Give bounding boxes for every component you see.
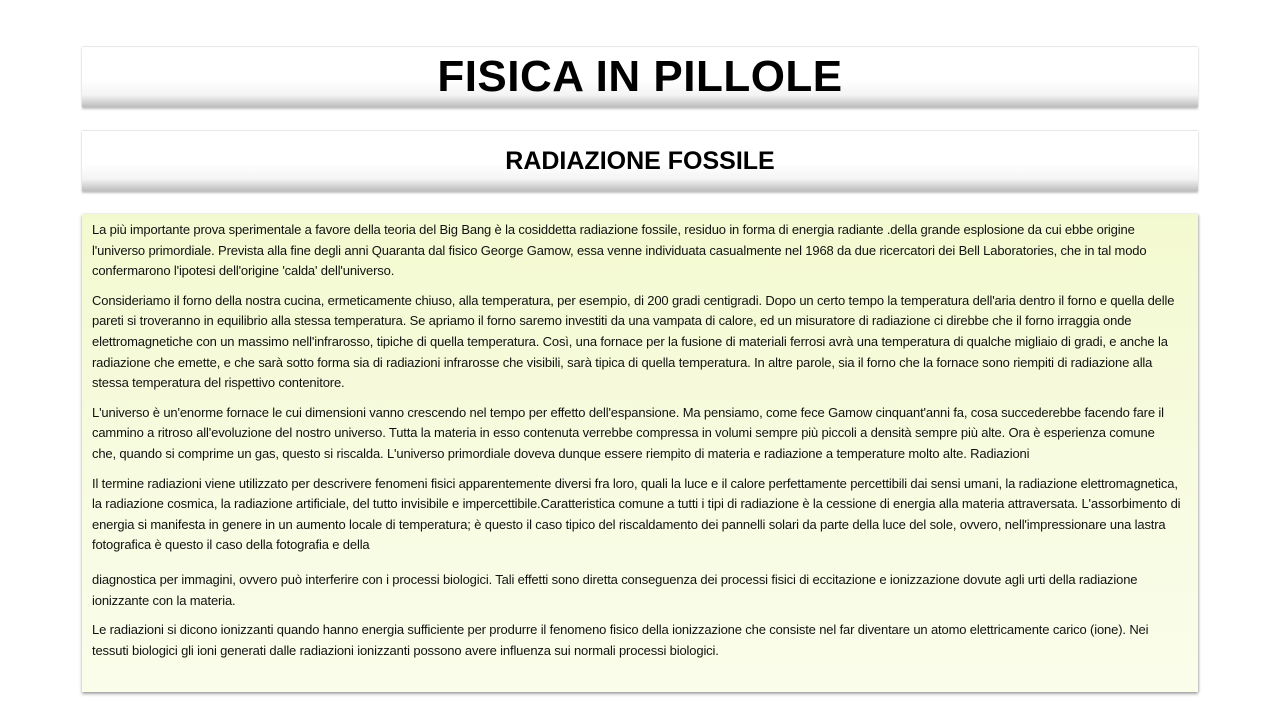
paragraph-ionizzanti: Le radiazioni si dicono ionizzanti quando hanno energia sufficiente per produrre il fenomeno fisico della ionizzazione che consiste nel far diventare un atomo elettricamente carico (ione). Nei tessuti biologici gli ioni generati dalle radiazioni ionizzanti possono avere influenza sui normali processi biologici. — [92, 622, 1149, 658]
title-banner — [82, 46, 1198, 107]
slide-title: FISICA IN PILLOLE — [437, 52, 843, 101]
paragraph-universo-fornace: L'universo è un'enorme fornace le cui dimensioni vanno crescendo nel tempo per effetto dell'espansione. Ma pensiamo, come fece Gamow cinquant'anni fa, cosa succederebbe facendo fare il cammino a ritroso all'evoluzione del nostro universo. Tutta la materia in esso contenuta verrebbe compressa in volumi sempre più piccoli a densità sempre più alte. Ora è esperienza comune che, quando si comprime un gas, questo si riscalda. L'universo primordiale doveva dunque essere riempito di materia e radiazione a temperature molto alte. Radiazioni — [92, 404, 1164, 461]
paragraph-forno: Consideriamo il forno della nostra cucina, ermeticamente chiuso, alla temperatura, per esempio, di 200 gradi centigradi. Dopo un certo tempo la temperatura dell'aria dentro il forno e quella delle pareti si troveranno in equilibrio alla stessa temperatura. Se apriamo il forno saremo investiti da una vampata di calore, ed un misuratore di radiazione ci direbbe che il forno irraggia onde elettromagnetiche con un massimo nell'infrarosso, tipiche di quella temperatura. Così, una fornace per la fusione di materiali ferrosi avrà una temperatura di qualche migliaio di gradi, e anche la radiazione che emette, e che sarà sotto forma sia di radiazioni infrarosse che visibili, sarà tipica di quella temperatura. In altre parole, sia il forno che la fornace sono riempiti di radiazione alla stessa temperatura del rispettivo contenitore. — [92, 292, 1175, 391]
paragraph-diagnostica: diagnostica per immagini, ovvero può interferire con i processi biologici. Tali effetti sono diretta conseguenza dei processi fisici di eccitazione e ionizzazione dovute agli urti della radiazione ionizzante con la materia. — [92, 571, 1138, 608]
subtitle-banner — [82, 130, 1198, 191]
paragraph-big-bang: La più importante prova sperimentale a favore della teoria del Big Bang è la cosiddetta radiazione fossile, residuo in forma di energia radiante .della grande esplosione da cui ebbe origine l'universo primordiale. Prevista alla fine degli anni Quaranta dal fisico George Gamow, essa venne individuata casualmente nel 1968 da due ricercatori dei Bell Laboratories, che in tal modo confermarono l'ipotesi dell'origine 'calda' dell'universo. — [92, 222, 1147, 279]
content-text-box — [82, 214, 1198, 692]
slide-subtitle: RADIAZIONE FOSSILE — [505, 146, 775, 175]
paragraph-radiazioni: Il termine radiazioni viene utilizzato per descrivere fenomeni fisici apparentemente diversi fra loro, quali la luce e il calore perfettamente percettibili dai sensi umani, la radiazione elettromagnetica, la radiazione cosmica, la radiazione artificiale, del tutto invisibile e impercettibile.Caratteristica comune a tutti i tipi di radiazione è la cessione di energia alla materia attraversata. L'assorbimento di energia si manifesta in genere in un aumento locale di temperatura; è questo il caso tipico del riscaldamento dei pannelli solari da parte della luce del sole, ovvero, nell'impressionare una lastra fotografica è questo il caso della fotografia e della — [92, 475, 1181, 553]
